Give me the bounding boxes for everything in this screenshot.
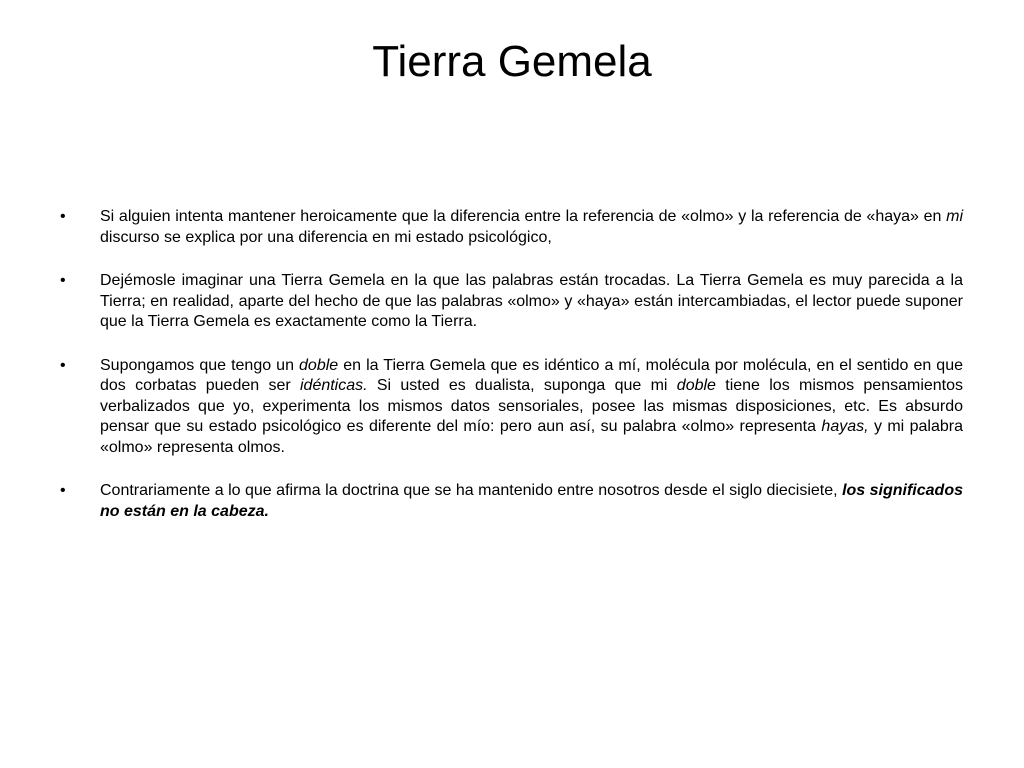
text-segment: Supongamos que tengo un <box>100 356 300 374</box>
text-segment: tiene los mismos pensamientos verbalizados que yo, experimenta los mismos datos sensoriales, posee las mismas disposiciones, etc. Es absurdo pensar que su estado psicológico es diferente del mío: pero aun así, su palabra «olmo» representa <box>100 377 964 435</box>
text-segment-italic: mi <box>946 208 963 225</box>
text-segment: discurso se explica por una diferencia en mi estado psicológico, <box>100 228 552 246</box>
bullet-item-2 <box>60 271 963 333</box>
text-segment-italic: doble <box>676 377 716 394</box>
bullet-item-4 <box>60 481 963 522</box>
text-segment-italic: doble <box>299 356 339 374</box>
bullet-dot-icon: • <box>60 208 66 225</box>
bullet-list <box>60 207 963 545</box>
text-segment: Si usted es dualista, suponga que mi <box>367 377 677 394</box>
text-segment-bold-italic: los significados no están en la cabeza. <box>100 482 963 520</box>
bullet-text <box>100 356 963 459</box>
text-segment-italic: hayas, <box>821 418 869 435</box>
bullet-item-3 <box>60 356 963 459</box>
text-segment: Si alguien intenta mantener heroicamente que la diferencia entre la referencia de «olmo» y la referencia de «haya» en <box>100 208 947 225</box>
text-segment: Dejémosle imaginar una Tierra Gemela en la que las palabras están trocadas. La Tierra Gemela es muy parecida a la Tierra; en realidad, aparte del hecho de que las palabras «olmo» y «haya» están intercambiadas, el lector puede suponer que la Tierra Gemela es exactamente como la Tierra. <box>100 272 963 330</box>
bullet-text <box>100 207 963 248</box>
text-segment-italic: idénticas. <box>299 377 368 394</box>
bullet-item-1 <box>60 207 963 248</box>
text-segment: Contrariamente a lo que afirma la doctrina que se ha mantenido entre nosotros desde el siglo diecisiete, <box>100 482 843 499</box>
slide-title: Tierra Gemela <box>372 37 652 86</box>
bullet-dot-icon: • <box>60 356 66 374</box>
text-segment: en la Tierra Gemela que es idéntico a mí, molécula por molécula, en el sentido en que dos corbatas pueden ser <box>100 356 963 394</box>
text-segment: y mi palabra «olmo» representa olmos. <box>100 418 964 456</box>
bullet-text <box>100 481 963 522</box>
bullet-dot-icon: • <box>60 482 66 499</box>
bullet-text <box>100 271 963 333</box>
bullet-dot-icon: • <box>60 272 66 289</box>
